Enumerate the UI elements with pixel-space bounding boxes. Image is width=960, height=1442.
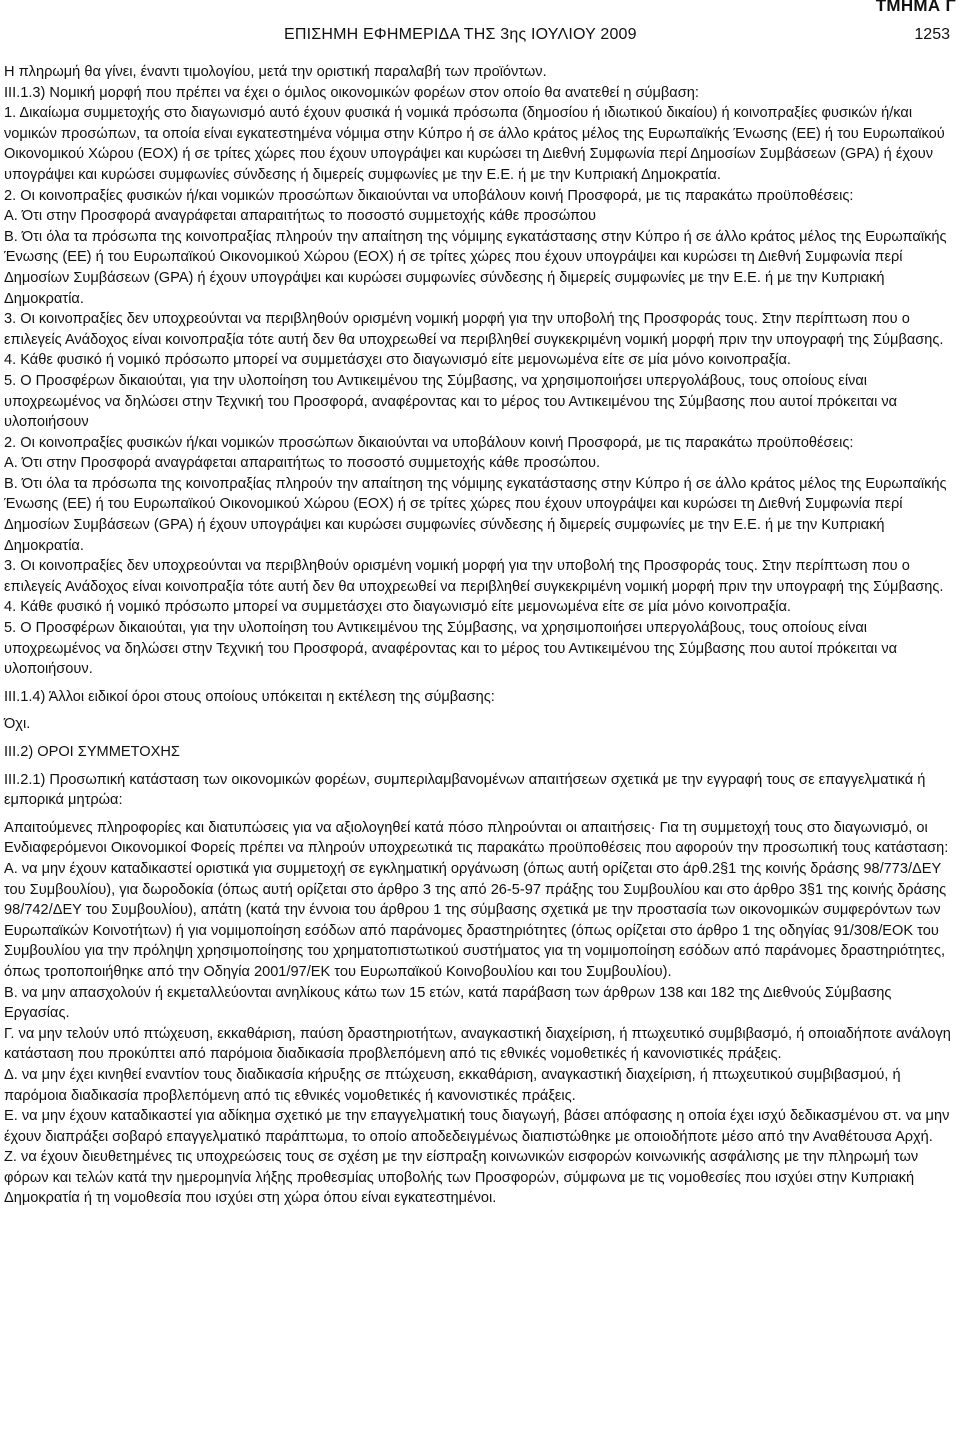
required-information-paragraph: Απαιτούμενες πληροφορίες και διατυπώσεις για να αξιολογηθεί κατά πόσο πληρούνται οι απαιτήσεις· Για τη συμμετοχή τους στο διαγωνισμό, οι Ενδιαφερόμενοι Οικονομικοί Φορείς πρέπει να πληρούν υποχρεωτικά τις παρακάτω προϋποθέσεις που αφορούν την προσωπική τους κατάσταση:: [4, 819, 949, 857]
page-header: [4, 26, 956, 50]
participation-conditions-heading: ΙΙΙ.2) ΟΡΟΙ ΣΥΜΜΕΤΟΧΗΣ: [4, 744, 180, 760]
consortia-paragraph-repeat: 2. Οι κοινοπραξίες φυσικών ή/και νομικών προσώπων δικαιούνται να υποβάλουν κοινή Προσφορά, με τις παρακάτω προϋποθέσεις:: [4, 434, 854, 451]
single-participation-paragraph-repeat: 4. Κάθε φυσικό ή νομικό πρόσωπο μπορεί να συμμετάσχει στο διαγωνισμό είτε μεμονωμένα είτε σε μία μόνο κοινοπραξία.: [4, 599, 791, 616]
criterion-b-paragraph: Β. να μην απασχολούν ή εκμεταλλεύονται ανηλίκους κάτω των 15 ετών, κατά παράβαση των άρθρων 138 και 182 της Διεθνούς Σύμβασης Εργασίας.: [4, 984, 892, 1022]
subcontractors-paragraph-repeat: 5. Ο Προσφέρων δικαιούται, για την υλοποίηση του Αντικειμένου της Σύμβασης, να χρησιμοποιήσει υπεργολάβους, τους οποίους είναι υποχρεωμένος να δηλώσει στην Τεχνική του Προσφορά, αναφέροντας και το μέρος του Αντικειμένου της Σύμβασης που αυτοί πρόκειται να υλοποιήσουν.: [4, 620, 898, 678]
section-label: ΤΜΗΜΑ Γ: [875, 0, 956, 15]
single-participation-paragraph: 4. Κάθε φυσικό ή νομικό πρόσωπο μπορεί να συμμετάσχει στο διαγωνισμό είτε μεμονωμένα είτε σε μία μόνο κοινοπραξία.: [4, 352, 791, 369]
condition-a-paragraph: Α. Ότι στην Προσφορά αναγράφεται απαραιτήτως το ποσοστό συμμετοχής κάθε προσώπου: [4, 208, 596, 225]
criterion-a-paragraph: Α. να μην έχουν καταδικαστεί οριστικά για συμμετοχή σε εγκληματική οργάνωση (όπως αυτή ορίζεται στο άρθ.2§1 της κοινής δράσης 98/773/ΔΕΥ του Συμβουλίου), για δωροδοκία (όπως αυτή ορίζεται στο άρθρο 3 της από 26-5-97 πράξης του Συμβουλίου και στο άρθρο 3§1 της κοινής δράσης 98/742/ΔΕΥ του Συμβουλίου), απάτη (κατά την έννοια του άρθρου 1 της σύμβασης σχετικά με την προστασία των οικονομικών συμφερόντων των Ευρωπαϊκών Κοινοτήτων) ή για νομιμοποίηση εσόδων από παράνομες δραστηριότητες (όπως ορίζεται στο άρθρο 1 της οδηγίας 91/308/ΕΟΚ του Συμβουλίου για την πρόληψη χρησιμοποίησης του χρηματοπιστωτικού συστήματος για τη νομιμοποίηση εσόδων από παράνομες δραστηριότητες, όπως τροποποιήθηκε από την Οδηγία 2001/97/ΕΚ του Ευρωπαϊκού Κοινοβουλίου και του Συμβουλίου).: [4, 860, 947, 980]
legal-form-paragraph: 3. Οι κοινοπραξίες δεν υποχρεούνται να περιβληθούν ορισμένη νομική μορφή για την υποβολή της Προσφοράς τους. Στην περίπτωση που ο επιλεγείς Ανάδοχος είναι κοινοπραξία τότε αυτή δεν θα υποχρεωθεί να περιβληθεί συγκεκριμένη νομική μορφή πριν την υπογραφή της Σύμβασης.: [4, 311, 944, 348]
criterion-z-paragraph: Ζ. να έχουν διευθετημένες τις υποχρεώσεις τους σε σχέση με την είσπραξη κοινωνικών εισφορών κοινωνικής ασφάλισης με την πληρωμή των φόρων και τελών κατά την ημερομηνία λήξης προθεσμίας υποβολής των Προσφορών, σύμφωνα με τις νομοθεσίες που ισχύει στην Κυπριακή Δημοκρατία ή τη νομοθεσία που ισχύει στη χώρα όπου είναι εγκατεστημένοι.: [4, 1149, 919, 1207]
special-terms-heading: ΙΙΙ.1.4) Άλλοι ειδικοί όροι στους οποίους υπόκειται η εκτέλεση της σύμβασης:: [4, 688, 495, 705]
page-number: 1253: [914, 26, 950, 43]
legal-form-paragraph-repeat: 3. Οι κοινοπραξίες δεν υποχρεούνται να περιβληθούν ορισμένη νομική μορφή για την υποβολή της Προσφοράς τους. Στην περίπτωση που ο επιλεγείς Ανάδοχος είναι κοινοπραξία τότε αυτή δεν θα υποχρεωθεί να περιβληθεί συγκεκριμένη νομική μορφή πριν την υπογραφή της Σύμβασης.: [4, 558, 944, 595]
payment-terms-paragraph: Η πληρωμή θα γίνει, έναντι τιμολογίου, μετά την οριστική παραλαβή των προϊόντων.: [4, 64, 547, 80]
criterion-c-paragraph: Γ. να μην τελούν υπό πτώχευση, εκκαθάριση, παύση δραστηριοτήτων, αναγκαστική διαχείριση, ή πτωχευτικό συμβιβασμό, ή οποιαδήποτε ανάλογη κατάσταση που προκύπτει από παρόμοια διαδικασία προβλεπόμενη από τις εθνικές νομοθετικές ή κανονιστικές πράξεις.: [4, 1025, 951, 1063]
personal-situation-heading: ΙΙΙ.2.1) Προσωπική κατάσταση των οικονομικών φορέων, συμπεριλαμβανομένων απαιτήσεων σχετικά με την εγγραφή τους σε επαγγελματικά ή εμπορικά μητρώα:: [4, 771, 926, 809]
consortia-paragraph: 2. Οι κοινοπραξίες φυσικών ή/και νομικών προσώπων δικαιούνται να υποβάλουν κοινή Προσφορά, με τις παρακάτω προϋποθέσεις:: [4, 187, 854, 204]
gazette-title: ΕΠΙΣΗΜΗ ΕΦΗΜΕΡΙΔΑ ΤΗΣ 3ης ΙΟΥΛΙΟΥ 2009: [284, 26, 637, 43]
participation-right-paragraph: 1. Δικαίωμα συμμετοχής στο διαγωνισμό αυτό έχουν φυσικά ή νομικά πρόσωπα (δημοσίου ή ιδιωτικού δικαίου) ή κοινοπραξίες φυσικών ή/και νομικών προσώπων, τα οποία είναι εγκατεστημένα νόμιμα στην Κύπρο ή σε άλλο κράτος μέλος της Ευρωπαϊκής Ένωσης (ΕΕ) ή του Ευρωπαϊκού Οικονομικού Χώρου (ΕΟΧ) ή σε τρίτες χώρες που έχουν υπογράψει και κυρώσει τη Διεθνή Συμφωνία περί Δημοσίων Συμβάσεων (GPA) ή έχουν υπογράψει και κυρώσει συμφωνίες σύνδεσης ή διμερείς συμφωνίες με την Ε.Ε. ή με την Κυπριακή Δημοκρατία.: [4, 105, 945, 183]
criterion-d-paragraph: Δ. να μην έχει κινηθεί εναντίον τους διαδικασία κήρυξης σε πτώχευση, εκκαθάριση, αναγκαστική διαχείριση, ή πτωχευτικού συμβιβασμού, ή παρόμοια διαδικασία προβλεπόμενη από τις εθνικές νομοθετικές ή κανονιστικές πράξεις.: [4, 1066, 901, 1104]
condition-b-paragraph: Β. Ότι όλα τα πρόσωπα της κοινοπραξίας πληρούν την απαίτηση της νόμιμης εγκατάστασης στην Κύπρο ή σε άλλο κράτος μέλος της Ευρωπαϊκής Ένωσης (ΕΕ) ή του Ευρωπαϊκού Οικονομικού Χώρου (ΕΟΧ) ή σε τρίτες χώρες που έχουν υπογράψει και κυρώσει τη Διεθνή Συμφωνία περί Δημοσίων Συμβάσεων (GPA) ή έχουν υπογράψει και κυρώσει συμφωνίες σύνδεσης ή διμερείς συμφωνίες με την Ε.Ε. ή με την Κυπριακή Δημοκρατία.: [4, 228, 947, 307]
special-terms-answer: Όχι.: [4, 716, 31, 733]
condition-a-paragraph-repeat: Α. Ότι στην Προσφορά αναγράφεται απαραιτήτως το ποσοστό συμμετοχής κάθε προσώπου.: [4, 455, 601, 472]
subcontractors-paragraph: 5. Ο Προσφέρων δικαιούται, για την υλοποίηση του Αντικειμένου της Σύμβασης, να χρησιμοποιήσει υπεργολάβους, τους οποίους είναι υποχρεωμένος να δηλώσει στην Τεχνική του Προσφορά, αναφέροντας και το μέρος του Αντικειμένου της Σύμβασης που αυτοί πρόκειται να υλοποιήσουν: [4, 372, 898, 431]
document-page: [4, 0, 958, 1442]
document-body: [4, 62, 954, 1209]
criterion-e-paragraph: Ε. να μην έχουν καταδικαστεί για αδίκημα σχετικό με την επαγγελματική τους διαγωγή, βάσει απόφασης η οποία έχει ισχύ δεδικασμένου στ. να μην έχουν διαπράξει σοβαρό επαγγελματικό παράπτωμα, το οποίο αποδεδειγμένως διαπιστώθηκε με οποιοδήποτε μέσο από την Αναθέτουσα Αρχή.: [4, 1108, 950, 1145]
legal-form-heading: ΙΙΙ.1.3) Νομική μορφή που πρέπει να έχει ο όμιλος οικονομικών φορέων στον οποίο θα ανατεθεί η σύμβαση:: [4, 84, 699, 101]
condition-b-paragraph-repeat: Β. Ότι όλα τα πρόσωπα της κοινοπραξίας πληρούν την απαίτηση της νόμιμης εγκατάστασης στην Κύπρο ή σε άλλο κράτος μέλος της Ευρωπαϊκής Ένωσης (ΕΕ) ή του Ευρωπαϊκού Οικονομικού Χώρου (ΕΟΧ) ή σε τρίτες χώρες που έχουν υπογράψει και κυρώσει τη Διεθνή Συμφωνία περί Δημοσίων Συμβάσεων (GPA) ή έχουν υπογράψει και κυρώσει συμφωνίες σύνδεσης ή διμερείς συμφωνίες με την Ε.Ε. ή με την Κυπριακή Δημοκρατία.: [4, 475, 947, 554]
